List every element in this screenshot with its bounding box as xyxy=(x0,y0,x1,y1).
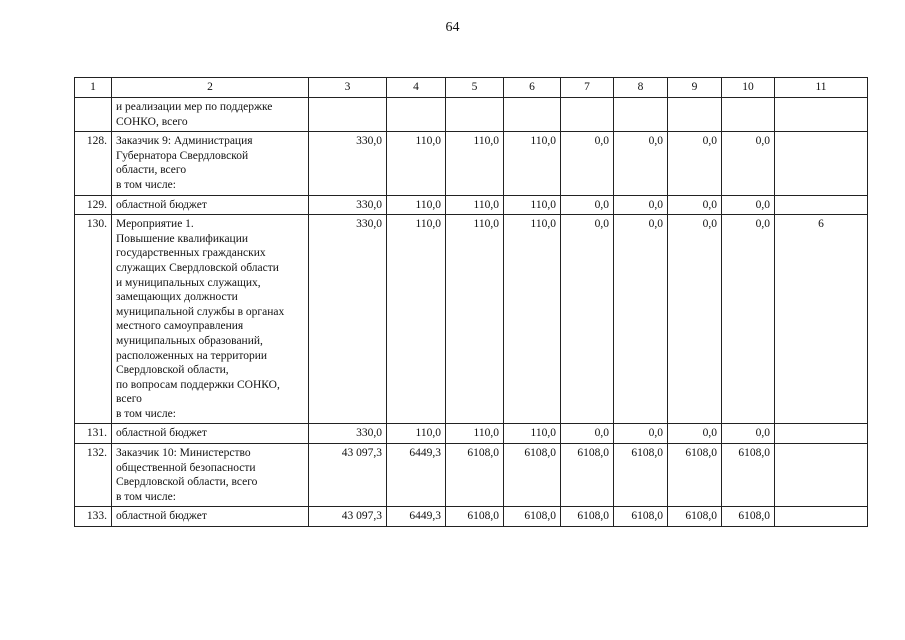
value-cell: 6108,0 xyxy=(614,444,668,507)
value-cell: 330,0 xyxy=(309,424,387,444)
value-cell: 0,0 xyxy=(722,424,775,444)
column-header: 2 xyxy=(112,78,309,98)
header-row xyxy=(75,78,868,98)
value-cell: 0,0 xyxy=(561,195,614,215)
value-cell: 110,0 xyxy=(446,215,504,424)
table-row xyxy=(75,132,868,195)
value-cell: 110,0 xyxy=(504,215,561,424)
value-cell: 6449,3 xyxy=(387,507,446,527)
value-cell: 6108,0 xyxy=(561,444,614,507)
value-cell: 6449,3 xyxy=(387,444,446,507)
value-cell: 0,0 xyxy=(614,132,668,195)
value-cell: 6108,0 xyxy=(668,444,722,507)
value-cell: 6108,0 xyxy=(504,507,561,527)
row-number: 128. xyxy=(75,132,112,195)
description-line: Свердловской области, xyxy=(116,364,229,377)
value-cell: 0,0 xyxy=(668,195,722,215)
value-cell: 6108,0 xyxy=(561,507,614,527)
value-cell: 0,0 xyxy=(722,132,775,195)
value-cell: 0,0 xyxy=(614,215,668,424)
value-cell: 0,0 xyxy=(668,215,722,424)
value-cell xyxy=(309,98,387,132)
value-cell: 110,0 xyxy=(446,132,504,195)
value-cell xyxy=(387,98,446,132)
column-header: 6 xyxy=(504,78,561,98)
row-description xyxy=(112,507,309,527)
value-cell xyxy=(668,98,722,132)
table-row xyxy=(75,215,868,424)
row-number: 133. xyxy=(75,507,112,527)
description-line: по вопросам поддержки СОНКО, xyxy=(116,378,280,391)
row-number: 130. xyxy=(75,215,112,424)
description-line: расположенных на территории xyxy=(116,349,268,362)
column-header: 3 xyxy=(309,78,387,98)
column-header: 1 xyxy=(75,78,112,98)
table-row xyxy=(75,98,868,132)
value-cell: 0,0 xyxy=(668,424,722,444)
value-cell: 110,0 xyxy=(504,132,561,195)
row-description xyxy=(112,98,309,132)
description-line: Заказчик 9: Администрация xyxy=(116,135,253,148)
description-line: замещающих должности xyxy=(116,291,238,304)
description-line: Мероприятие 1. xyxy=(116,218,194,231)
value-cell xyxy=(446,98,504,132)
value-cell: 0,0 xyxy=(614,195,668,215)
table-row xyxy=(75,507,868,527)
column-header: 10 xyxy=(722,78,775,98)
value-cell: 330,0 xyxy=(309,215,387,424)
table-row xyxy=(75,195,868,215)
value-cell: 330,0 xyxy=(309,132,387,195)
column-header: 4 xyxy=(387,78,446,98)
value-cell: 0,0 xyxy=(561,424,614,444)
description-line: в том числе: xyxy=(116,407,176,420)
value-cell: 0,0 xyxy=(722,215,775,424)
description-line: Свердловской области, всего xyxy=(116,476,258,489)
value-cell: 110,0 xyxy=(446,424,504,444)
value-cell: 0,0 xyxy=(561,132,614,195)
value-cell: 6108,0 xyxy=(446,444,504,507)
description-line: общественной безопасности xyxy=(116,461,256,474)
value-cell: 0,0 xyxy=(561,215,614,424)
column-11-cell xyxy=(775,195,868,215)
value-cell: 110,0 xyxy=(387,195,446,215)
budget-table xyxy=(74,77,868,527)
description-line: и муниципальных служащих, xyxy=(116,276,261,289)
value-cell xyxy=(561,98,614,132)
value-cell: 0,0 xyxy=(722,195,775,215)
table-row xyxy=(75,424,868,444)
column-11-cell: 6 xyxy=(775,215,868,424)
description-line: муниципальных образований, xyxy=(116,334,263,347)
value-cell: 110,0 xyxy=(387,132,446,195)
value-cell: 110,0 xyxy=(504,195,561,215)
value-cell: 0,0 xyxy=(614,424,668,444)
table-body xyxy=(75,78,868,527)
value-cell: 110,0 xyxy=(387,424,446,444)
value-cell: 6108,0 xyxy=(722,444,775,507)
description-line: всего xyxy=(116,393,142,406)
description-line: Заказчик 10: Министерство xyxy=(116,447,251,460)
column-header: 9 xyxy=(668,78,722,98)
description-line: и реализации мер по поддержке xyxy=(116,101,273,113)
row-description xyxy=(112,195,309,215)
description-line: государственных гражданских xyxy=(116,247,266,260)
column-11-cell xyxy=(775,507,868,527)
value-cell: 43 097,3 xyxy=(309,507,387,527)
column-11-cell xyxy=(775,98,868,132)
page-number: 64 xyxy=(445,20,460,35)
column-header: 8 xyxy=(614,78,668,98)
description-line: СОНКО, всего xyxy=(116,115,188,128)
row-description xyxy=(112,215,309,424)
description-line: области, всего xyxy=(116,164,187,177)
row-description xyxy=(112,444,309,507)
value-cell: 110,0 xyxy=(446,195,504,215)
value-cell: 110,0 xyxy=(387,215,446,424)
column-header: 5 xyxy=(446,78,504,98)
value-cell: 43 097,3 xyxy=(309,444,387,507)
description-line: в том числе: xyxy=(116,178,176,191)
value-cell: 330,0 xyxy=(309,195,387,215)
description-line: областной бюджет xyxy=(116,427,207,440)
value-cell: 6108,0 xyxy=(668,507,722,527)
description-line: муниципальной службы в органах xyxy=(116,305,285,318)
row-number xyxy=(75,98,112,132)
value-cell: 0,0 xyxy=(668,132,722,195)
description-line: Губернатора Свердловской xyxy=(116,149,249,162)
row-description xyxy=(112,424,309,444)
row-number: 131. xyxy=(75,424,112,444)
value-cell: 6108,0 xyxy=(722,507,775,527)
description-line: служащих Свердловской области xyxy=(116,261,279,274)
column-11-cell xyxy=(775,424,868,444)
row-number: 129. xyxy=(75,195,112,215)
value-cell: 6108,0 xyxy=(614,507,668,527)
column-header: 7 xyxy=(561,78,614,98)
column-11-cell xyxy=(775,132,868,195)
description-line: местного самоуправления xyxy=(116,320,244,333)
description-line: Повышение квалификации xyxy=(116,232,249,245)
description-line: в том числе: xyxy=(116,490,176,503)
column-header: 11 xyxy=(775,78,868,98)
value-cell: 6108,0 xyxy=(504,444,561,507)
value-cell xyxy=(614,98,668,132)
table-row xyxy=(75,444,868,507)
value-cell xyxy=(504,98,561,132)
column-11-cell xyxy=(775,444,868,507)
description-line: областной бюджет xyxy=(116,510,207,523)
description-line: областной бюджет xyxy=(116,198,207,211)
row-number: 132. xyxy=(75,444,112,507)
value-cell: 110,0 xyxy=(504,424,561,444)
row-description xyxy=(112,132,309,195)
value-cell xyxy=(722,98,775,132)
value-cell: 6108,0 xyxy=(446,507,504,527)
